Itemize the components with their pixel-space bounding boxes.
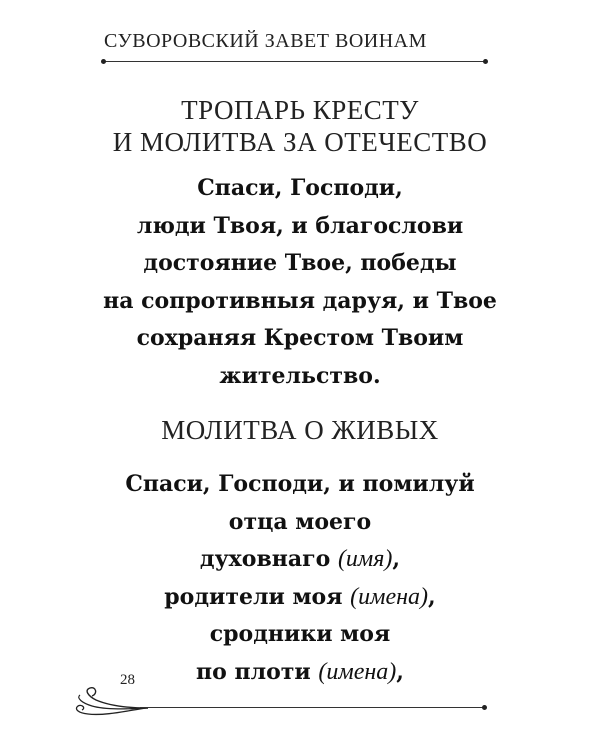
text-line: Спаси, Господи, и помилуй	[125, 471, 475, 497]
rule-dot	[482, 705, 487, 710]
names-placeholder: (имена)	[350, 583, 429, 610]
text-fragment: по плоти	[196, 658, 311, 685]
title-line: МОЛИТВА О ЖИВЫХ	[161, 415, 439, 445]
footer-rule	[140, 707, 484, 708]
rule-dot	[483, 59, 488, 64]
text-line: сохраняя Крестом Твоим	[136, 325, 464, 351]
text-fragment: духовнаго	[199, 546, 331, 572]
text-line: жительство.	[219, 362, 381, 389]
section-title-troparion	[0, 94, 600, 158]
prayer-for-living-text	[0, 466, 600, 691]
flourish-ornament-icon	[70, 684, 150, 718]
comma: ,	[392, 546, 401, 572]
section-title-living	[0, 414, 600, 446]
header-rule	[104, 61, 485, 62]
text-line: на сопротивныя даруя, и Твое	[103, 287, 497, 314]
page-number: 28	[120, 672, 135, 688]
title-line: И МОЛИТВА ЗА ОТЕЧЕСТВО	[112, 127, 488, 157]
text-line: сродники моя	[209, 621, 391, 647]
comma: ,	[428, 583, 436, 610]
text-line: отца моего	[228, 508, 372, 535]
text-line: достояние Твое, победы	[143, 250, 457, 276]
text-line	[0, 579, 600, 617]
running-head: СУВОРОВСКИЙ ЗАВЕТ ВОИНАМ	[104, 30, 427, 52]
comma: ,	[396, 658, 404, 685]
text-line: Спаси, Господи,	[197, 175, 403, 201]
troparion-text	[0, 170, 600, 395]
text-line	[0, 541, 600, 579]
name-placeholder: (имя)	[337, 546, 393, 572]
names-placeholder: (имена)	[318, 658, 397, 685]
rule-dot	[101, 59, 106, 64]
text-fragment: родители моя	[164, 583, 343, 610]
title-line: ТРОПАРЬ КРЕСТУ	[181, 95, 419, 125]
text-line: люди Твоя, и благослови	[136, 212, 464, 239]
